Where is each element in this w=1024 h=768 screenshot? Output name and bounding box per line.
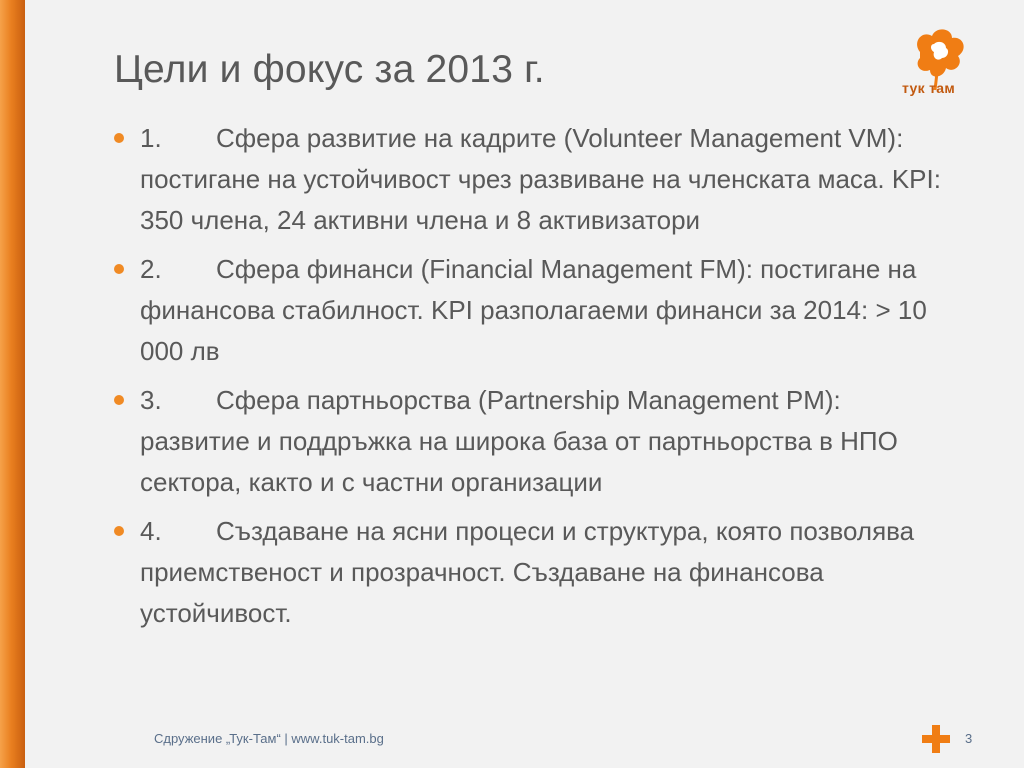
bullet-dot-icon: [114, 264, 124, 274]
slide-title: Цели и фокус за 2013 г.: [114, 48, 545, 91]
bullet-dot-icon: [114, 395, 124, 405]
item-number: 2.: [140, 254, 162, 284]
page-number: 3: [965, 731, 973, 746]
item-text: Сфера развитие на кадрите (Volunteer Management VM): постигане на устойчивост чрез развиване на членската маса. KPI: 350 члена, 24 активни члена и 8 активизатори: [140, 123, 941, 235]
item-text: Сфера финанси (Financial Management FM): постигане на финансова стабилност. KPI разполагаеми финанси за 2014: > 10 000 лв: [140, 254, 927, 366]
list-item: [114, 118, 954, 241]
item-number: 4.: [140, 516, 162, 546]
bullet-dot-icon: [114, 133, 124, 143]
left-accent-bar: [0, 0, 25, 768]
logo-text: тук там: [902, 80, 955, 96]
plus-icon: [922, 725, 950, 753]
list-item: [114, 249, 954, 372]
item-number: 1.: [140, 123, 162, 153]
bullet-dot-icon: [114, 526, 124, 536]
list-item: [114, 511, 954, 634]
item-text: Сфера партньорства (Partnership Management PM): развитие и поддръжка на широка база от партньорства в НПО сектора, както и с частни организации: [140, 385, 898, 497]
list-item: [114, 380, 954, 503]
item-number: 3.: [140, 385, 162, 415]
bullet-list: [114, 118, 954, 642]
footer-text: Сдружение „Тук-Там“ | www.tuk-tam.bg: [154, 731, 384, 746]
item-text: Създаване на ясни процеси и структура, която позволява приемственост и прозрачност. Създаване на финансова устойчивост.: [140, 516, 915, 628]
